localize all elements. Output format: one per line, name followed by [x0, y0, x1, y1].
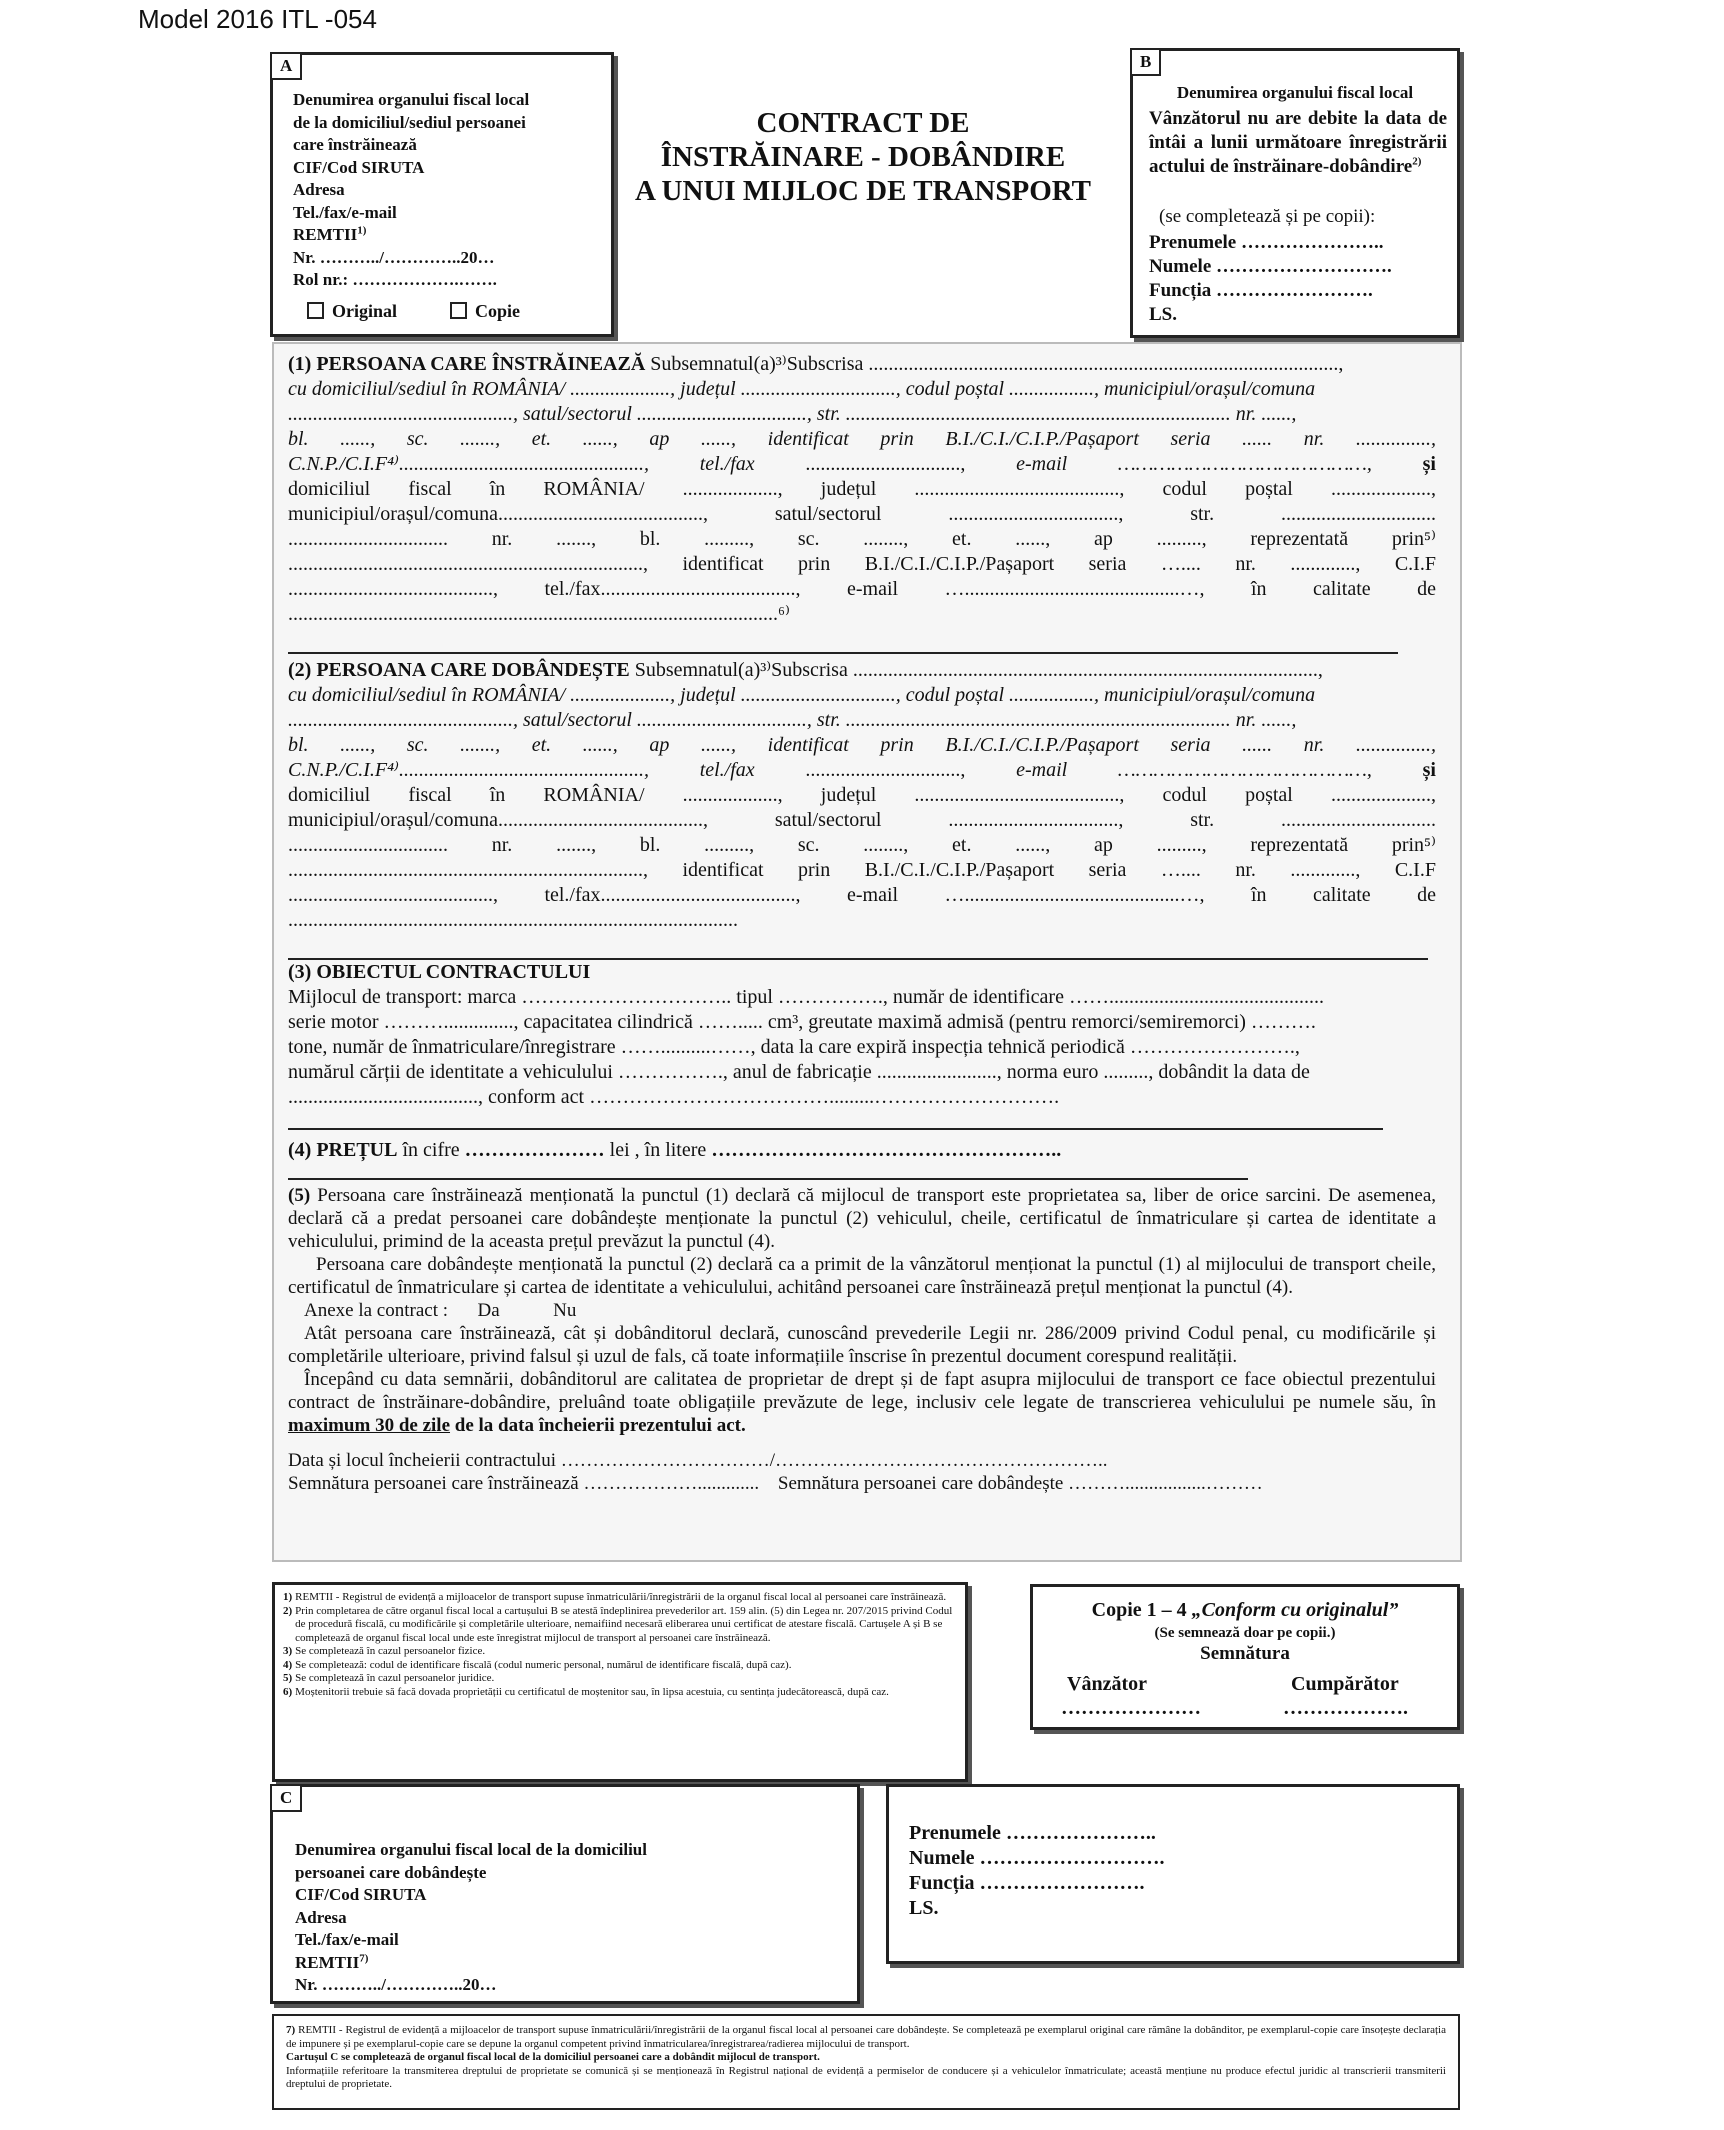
box-c-line: Adresa [295, 1907, 347, 1927]
field-label: județul [820, 478, 877, 500]
title-line: CONTRACT DE [756, 107, 970, 139]
field-dots: ..............................., [805, 759, 966, 781]
section-5-p1 [288, 1184, 1436, 1253]
field-label: municipiul/orașul/comuna........................................., [288, 503, 708, 525]
footnote [283, 1686, 959, 1700]
field-dots: ......, [1015, 834, 1051, 856]
field-dots: ........., [704, 834, 755, 856]
box-a [270, 52, 614, 337]
seller-label: Vânzător [1067, 1673, 1147, 1695]
field-label: seria [1170, 734, 1211, 756]
field-dots: ......, [1015, 528, 1051, 550]
field-dots: ...... [1242, 734, 1273, 756]
box-b-signature [1149, 231, 1392, 327]
field-dots: ......, [701, 734, 737, 756]
field-label: și [1422, 453, 1436, 475]
field-label: seria [1170, 428, 1211, 450]
box-c-signature-fields [909, 1821, 1165, 1921]
box-c-text [295, 1839, 647, 1997]
field-label: prin⁵⁾ [1391, 834, 1436, 856]
section-2-row [288, 883, 1436, 908]
field-label: identificat [767, 734, 849, 756]
ls-label: LS. [1149, 304, 1177, 325]
title-line: A UNUI MIJLOC DE TRANSPORT [634, 175, 1092, 207]
field-label: tel./fax [699, 453, 755, 475]
field-dots: ...................., [1330, 784, 1436, 806]
section-2-row: ............................................., satul/sectorul .................................., str. ............................................................................. nr. ......, [288, 709, 1297, 731]
box-c [270, 1784, 860, 2004]
prenumele-field: Prenumele ………………….. [1149, 232, 1384, 253]
field-label: seria [1088, 553, 1127, 575]
field-label: ap [1093, 528, 1113, 550]
box-c-line: persoanei care dobândește [295, 1862, 487, 1882]
section-1-row [288, 577, 1436, 602]
field-label: B.I./C.I./C.I.P./Pașaport [864, 859, 1055, 881]
field-dots: ...... [1242, 428, 1273, 450]
buyer-signature-field: Semnătura persoanei care dobândește ……….................……… [777, 1473, 1263, 1494]
field-dots: ........., [704, 528, 755, 550]
buyer-label: Cumpărător [1291, 1673, 1399, 1695]
field-dots: ......, [340, 734, 376, 756]
footnote-text: Moștenitorii trebuie să facă dovada proprietății cu certificatul de moștenitor sau, în lipsa acestuia, cu sentința judecătorească, după caz. [295, 1685, 889, 1698]
field-label: bl. [288, 428, 309, 450]
field-dots: ........, [863, 834, 909, 856]
footnote [283, 1645, 959, 1659]
copy-title-b: „Conform cu originalul” [1191, 1599, 1399, 1621]
footnote-7-line2: Cartușul C se completează de organul fiscal local de la domiciliul persoanei care a dobândit mijlocul de transport. [286, 2051, 820, 2063]
section-2-row [288, 783, 1436, 808]
buyer-signature-dots: ………………. [1283, 1697, 1408, 1719]
footnote-7 [286, 2024, 1446, 2092]
box-a-line: de la domiciliul/sediul persoanei [293, 112, 526, 132]
field-dots: ……………………………………, [1117, 453, 1372, 475]
copy-title [1033, 1599, 1457, 1622]
field-label: municipiul/orașul/comuna........................................., [288, 809, 708, 831]
field-dots: ................................ [288, 834, 448, 856]
field-label: bl. [639, 834, 661, 856]
footnote-7-line1 [286, 2024, 1446, 2051]
footnote-num: 6) [283, 1685, 293, 1698]
field-label: tel./fax......................................., [544, 578, 801, 600]
box-c-remtii [295, 1952, 647, 1975]
section-2-row [288, 758, 1436, 783]
footnote [283, 1605, 959, 1646]
field-label: ap [649, 734, 670, 756]
section-5-heading: (5) [288, 1185, 311, 1206]
section-2-row [288, 733, 1436, 758]
section-2-row [288, 858, 1436, 883]
field-label: identificat [682, 553, 764, 575]
field-dots: ........, [863, 528, 909, 550]
section-1-row [288, 552, 1436, 577]
copy-note: (Se semnează doar pe copii.) [1154, 1625, 1336, 1641]
numele-field: Numele ………………………. [1149, 256, 1392, 277]
box-b-note: (se completează și pe copii): [1159, 206, 1376, 227]
field-label: prin [798, 859, 831, 881]
date-place-field: Data și locul încheierii contractului ……………………………/…………………………………………….. [288, 1450, 1108, 1471]
footnote-text: REMTII - Registrul de evidență a mijloacelor de transport supuse înmatriculării/înregistrării de la organul fiscal local al persoanei care înstrăinează. [295, 1591, 947, 1603]
field-label: et. [952, 528, 972, 550]
footnote-num: 1) [283, 1591, 293, 1603]
field-dots: ......, [582, 428, 618, 450]
field-label: în [1250, 884, 1267, 906]
footnote-7-line3: Informațiile referitoare la transmiterea dreptului de proprietate se comunică și se menționează în Registrul național de evidență a permiselor de conducere și a vehiculelor înmatriculate; această mențiune nu produce efectul juridic al transcrierii transmiterii dreptului de proprietate. [286, 2064, 1446, 2090]
field-label: et. [952, 834, 972, 856]
box-a-line: care înstrăinează [293, 135, 417, 154]
field-dots: ........., [1156, 834, 1207, 856]
section-2-row: cu domiciliul/sediul în ROMÂNIA/ ...................., județul ..............................., codul poștal ................., municipiul/orașul/comuna [288, 684, 1316, 706]
price-digits-field: ………………… [464, 1139, 605, 1161]
anexe-label: Anexe la contract : [304, 1300, 449, 1321]
field-label: bl. [639, 528, 661, 550]
field-label: fiscal [408, 478, 452, 500]
footnote-ref: 2) [1412, 155, 1422, 168]
field-dots: ............................... [1280, 809, 1436, 831]
field-label: et. [531, 428, 552, 450]
field-label: satul/sectorul [774, 809, 882, 831]
section-4 [288, 1138, 1061, 1163]
section-1 [288, 352, 1436, 627]
copy-semnatura: Semnătura [1200, 1643, 1290, 1664]
field-dots: ........................................., [288, 884, 498, 906]
field-dots: ............., [1290, 553, 1361, 575]
field-label: de [1417, 578, 1436, 600]
box-a-text [293, 89, 529, 292]
field-dots: ........................................., [914, 478, 1125, 500]
field-label: nr. [1235, 553, 1256, 575]
field-dots: ......................................................................., [288, 859, 648, 881]
ls-label: LS. [909, 1897, 939, 1919]
footnote-text: Prin completarea de către organul fiscal local a cartușului B se atestă îndeplinirea prevederilor art. 159 alin. (5) din Legea nr. 207/2015 privind Codul de procedură fiscală, cu modificările și completările ulterioare, nemaifiind necesară eliberarea unui certificat de atestare fiscală. Cartușele A și B se completează de organul fiscal local unde este înregistrat mijlocul de transport al persoanei care înstrăinează. [295, 1604, 953, 1644]
footnote-text: Se completează în cazul persoanelor juridice. [295, 1672, 495, 1684]
original-label: Original [332, 301, 398, 321]
section-3 [288, 960, 1436, 1110]
footnote-num: 5) [283, 1672, 293, 1684]
box-a-line: CIF/Cod SIRUTA [293, 157, 425, 177]
section-1-row [288, 452, 1436, 477]
field-label: nr. [491, 834, 513, 856]
field-label: seria [1088, 859, 1127, 881]
field-label: C.N.P./C.I.F⁴⁾................................................., [288, 453, 649, 475]
field-dots: ............................... [1280, 503, 1436, 525]
section-5-p2: Persoana care dobândește menționată la punctul (2) declară ca a primit de la vânzătorul menționat la punctul (1) al mijlocului de transport cheile, certificatul de înmatriculare și cartea de identitate a vehiculului, achitând persoanei care înstrăinează prețul menționat la punctul (4). [288, 1254, 1436, 1298]
footnote [283, 1672, 959, 1686]
seller-signature-dots: ………………… [1061, 1697, 1201, 1719]
section-1-row: ..................................................................................................⁶⁾ [288, 603, 790, 625]
box-c-tag: C [270, 1784, 302, 1812]
field-label: sc. [797, 528, 820, 550]
field-dots: ……………………………………, [1117, 759, 1372, 781]
section-5-p4-end: de la data încheierii prezentului act. [454, 1415, 746, 1436]
field-label: județul [820, 784, 877, 806]
field-dots: ......., [460, 734, 501, 756]
copie-checkbox[interactable] [450, 302, 467, 319]
section-1-subsemnatul: Subsemnatul(a)³⁾Subscrisa .............................................................................................., [650, 353, 1344, 375]
field-label: e-mail [1016, 759, 1068, 781]
price-words-field: …………………………………………….. [711, 1139, 1062, 1161]
field-label: sc. [797, 834, 820, 856]
field-label: ROMÂNIA/ [543, 478, 645, 500]
section-2-row: .......................................................................................... [288, 909, 738, 931]
box-a-rol: Rol nr.: ……………….……. [293, 270, 497, 289]
field-label: et. [531, 734, 552, 756]
price-words-label: lei , în litere [609, 1139, 707, 1161]
field-dots: ..................., [682, 784, 783, 806]
section-5-p3: Atât persoana care înstrăinează, cât și dobânditorul declară, cunoscând prevederile Legii nr. 286/2009 privind Codul penal, cu modificările și completările ulterioare, privind falsul și uzul de fals, că toate informațiile înscrise în prezentul document corespund realității. [288, 1323, 1436, 1367]
box-c-line: CIF/Cod SIRUTA [295, 1885, 427, 1904]
functia-field: Funcția ……………………. [1149, 280, 1373, 301]
divider [288, 652, 1398, 654]
footnote-7-box [272, 2014, 1460, 2110]
box-c-line: Denumirea organului fiscal local de la domiciliul [295, 1840, 647, 1859]
field-label: nr. [1303, 734, 1325, 756]
field-dots: …...........................................…, [944, 884, 1205, 906]
field-label: identificat [682, 859, 764, 881]
functia-field: Funcția ……………………. [909, 1872, 1145, 1894]
box-b-tag: B [1130, 48, 1161, 76]
model-label: Model 2016 ITL -054 [138, 4, 377, 34]
field-dots: …...........................................…, [944, 578, 1205, 600]
section-1-row [288, 352, 1436, 377]
box-b-statement: Vânzătorul nu are debite la data de întâi a lunii următoare înregistrării actului de înstrăinare-dobândire [1149, 108, 1447, 177]
field-label: calitate [1312, 884, 1371, 906]
field-dots: ….... [1160, 553, 1201, 575]
section-4-heading: (4) PREȚUL [288, 1139, 398, 1161]
divider [288, 1178, 1248, 1180]
field-label: e-mail [846, 884, 899, 906]
remtii-label: REMTII [295, 1952, 360, 1972]
footnote-text: Se completează în cazul persoanelor fizice. [295, 1645, 486, 1657]
anexe-nu[interactable]: Nu [553, 1300, 577, 1321]
field-label: satul/sectorul [774, 503, 882, 525]
section-5-p4-text: Începând cu data semnării, dobânditorul are calitatea de proprietar de drept și de fapt asupra mijlocului de transport ce face obiectul prezentului contract de înstrăinare-dobândire, preluând toate obligațiile prevăzute de lege, inclusiv cele legate de transcrierea vehiculului pe numele său, în [288, 1369, 1436, 1413]
field-dots: ......, [340, 428, 376, 450]
field-dots: ….... [1160, 859, 1201, 881]
section-1-heading: (1) PERSOANA CARE ÎNSTRĂINEAZĂ [288, 353, 646, 375]
field-dots: ..............., [1355, 734, 1436, 756]
section-1-row: cu domiciliul/sediul în ROMÂNIA/ ...................., județul ..............................., codul poștal ................., municipiul/orașul/comuna [288, 378, 1316, 400]
section-1-row [288, 502, 1436, 527]
field-dots: ......., [460, 428, 501, 450]
field-dots: ......, [582, 734, 618, 756]
field-label: e-mail [1016, 453, 1068, 475]
price-digits-label: în cifre [402, 1139, 460, 1161]
section-2-heading: (2) PERSOANA CARE DOBÂNDEȘTE [288, 659, 630, 681]
numele-field: Numele ………………………. [909, 1847, 1165, 1869]
anexe-row [288, 1299, 1436, 1322]
field-label: bl. [288, 734, 309, 756]
field-label: prin [880, 428, 914, 450]
field-dots: ........................................., [288, 578, 498, 600]
field-label: nr. [491, 528, 513, 550]
section-2 [288, 658, 1436, 933]
field-label: B.I./C.I./C.I.P./Pașaport [945, 734, 1139, 756]
field-dots: ........., [1156, 528, 1207, 550]
box-c-line: Tel./fax/e-mail [295, 1930, 399, 1949]
field-label: ROMÂNIA/ [543, 784, 645, 806]
box-a-line: Adresa [293, 180, 345, 199]
footnote-ref: 1) [357, 224, 367, 237]
footnote-text: REMTII - Registrul de evidență a mijloacelor de transport supuse înmatriculării/înregistrării de la organul fiscal local al persoanei care dobândește. Se completează pe exemplarul original care rămâne la dobânditor, pe exemplarul-copie care însoțește declarația de impunere și pe exemplarul-copie care se depune la organul competent privind înmatricularea/înregistrarea/radierea mijlocului de transport. [286, 2024, 1446, 2050]
document-title [618, 106, 1108, 208]
field-dots: ......................................................................., [288, 553, 648, 575]
footnote-num: 4) [283, 1658, 293, 1671]
field-label: C.N.P./C.I.F⁴⁾................................................., [288, 759, 649, 781]
section-1-row [288, 477, 1436, 502]
footnote-text: Se completează: codul de identificare fiscală (codul numeric personal, numărul de identificare fiscală, după caz). [295, 1658, 792, 1671]
field-label: domiciliul [288, 784, 371, 806]
field-dots: ................................ [288, 528, 448, 550]
field-label: sc. [406, 734, 429, 756]
field-dots: ............., [1290, 859, 1361, 881]
field-label: prin⁵⁾ [1391, 528, 1436, 550]
footnote-num: 3) [283, 1645, 293, 1657]
field-label: în [489, 478, 506, 500]
field-dots: ......., [556, 834, 597, 856]
anexe-da[interactable]: Da [477, 1300, 500, 1321]
field-label: de [1417, 884, 1436, 906]
deadline-text: maximum 30 de zile [288, 1415, 451, 1436]
section-3-heading: (3) OBIECTUL CONTRACTULUI [288, 961, 591, 983]
field-label: codul [1162, 784, 1207, 806]
field-label: și [1422, 759, 1436, 781]
section-2-row [288, 833, 1436, 858]
box-a-remtii [293, 224, 529, 247]
copie-label: Copie [475, 301, 521, 321]
box-c-signature [886, 1784, 1460, 1964]
original-checkbox[interactable] [307, 302, 324, 319]
field-label: ap [1093, 834, 1113, 856]
field-label: fiscal [408, 784, 452, 806]
field-label: C.I.F [1394, 553, 1436, 575]
footnote [283, 1659, 959, 1673]
footnote [283, 1591, 959, 1605]
field-label: calitate [1312, 578, 1371, 600]
field-label: str. [1190, 809, 1215, 831]
section-1-row [288, 427, 1436, 452]
field-label: reprezentată [1250, 834, 1349, 856]
field-label: e-mail [846, 578, 899, 600]
field-label: în [489, 784, 506, 806]
divider [288, 1128, 1383, 1130]
field-label: str. [1190, 503, 1215, 525]
section-1-row [288, 527, 1436, 552]
box-b [1130, 48, 1460, 338]
field-dots: ..............................., [805, 453, 966, 475]
field-label: identificat [767, 428, 849, 450]
field-dots: ..................., [682, 478, 783, 500]
section-3-row: tone, număr de înmatriculare/înregistrare ……..........……, data la care expiră inspecția tehnică periodică ……………………., [288, 1036, 1300, 1058]
box-a-nr: Nr. ………../…………..20… [293, 247, 495, 267]
section-5 [288, 1184, 1436, 1495]
field-label: poștal [1245, 784, 1293, 806]
field-label: C.I.F [1394, 859, 1436, 881]
field-label: nr. [1235, 859, 1256, 881]
section-2-row [288, 658, 1436, 683]
section-1-row: ............................................., satul/sectorul .................................., str. ............................................................................. nr. ......, [288, 403, 1297, 425]
footnotes-box [272, 1582, 968, 1782]
section-2-subsemnatul: Subsemnatul(a)³⁾Subscrisa ............................................................................................., [634, 659, 1323, 681]
copy-title-a: Copie 1 – 4 [1091, 1599, 1187, 1621]
section-3-row: ......................................, conform act ……………………………….........………………………. [288, 1086, 1060, 1108]
seller-signature-field: Semnătura persoanei care înstrăinează ………………............. [288, 1473, 760, 1494]
box-b-text [1149, 107, 1447, 179]
footnote-ref: 7) [359, 1951, 369, 1964]
original-copie-row [307, 301, 520, 322]
title-line: ÎNSTRĂINARE - DOBÂNDIRE [660, 141, 1066, 173]
box-c-nr: Nr. ………../…………..20… [295, 1975, 497, 1994]
section-5-p4 [288, 1368, 1436, 1437]
field-dots: .................................., [948, 809, 1124, 831]
field-label: în [1250, 578, 1267, 600]
copy-box [1030, 1584, 1460, 1730]
field-dots: .................................., [948, 503, 1124, 525]
field-label: tel./fax [699, 759, 755, 781]
field-label: prin [880, 734, 914, 756]
field-dots: ..............., [1355, 428, 1436, 450]
box-a-line: Denumirea organului fiscal local [293, 90, 530, 109]
section-5-p1-text: Persoana care înstrăinează menționată la punctul (1) declară că mijlocul de transport este proprietatea sa, liber de orice sarcini. De asemenea, declară că a predat persoanei care dobândește menționate la punctul (2) vehiculul, cheile, certificatul de înmatriculare și cartea de identitate a vehiculului, primind de la aceasta prețul prevăzut la punctul (4). [288, 1185, 1437, 1252]
box-a-tag: A [270, 52, 302, 80]
field-label: prin [798, 553, 831, 575]
field-dots: ......., [556, 528, 597, 550]
field-dots: ...................., [1330, 478, 1436, 500]
box-a-line: Tel./fax/e-mail [293, 202, 397, 222]
footnote-num: 2) [283, 1604, 293, 1617]
field-label: domiciliul [288, 478, 371, 500]
field-dots: ........................................., [914, 784, 1125, 806]
field-label: B.I./C.I./C.I.P./Pașaport [945, 428, 1139, 450]
remtii-label: REMTII [293, 225, 358, 244]
section-3-row: Mijlocul de transport: marca ………………………….. tipul ……………., număr de identificare ……........................................... [288, 986, 1324, 1008]
box-b-header: Denumirea organului fiscal local [1176, 83, 1414, 102]
field-label: tel./fax......................................., [544, 884, 801, 906]
field-label: ap [649, 428, 670, 450]
footnotes-list [283, 1591, 959, 1699]
section-2-row [288, 808, 1436, 833]
prenumele-field: Prenumele ………………….. [909, 1822, 1156, 1844]
field-label: nr. [1303, 428, 1325, 450]
field-label: codul [1162, 478, 1207, 500]
signatures-row [288, 1472, 1436, 1495]
section-3-row: numărul cărții de identitate a vehiculului ……………., anul de fabricație ........................, norma euro ........., dobândit la data de [288, 1061, 1310, 1083]
field-label: reprezentată [1250, 528, 1349, 550]
field-label: B.I./C.I./C.I.P./Pașaport [864, 553, 1055, 575]
section-3-row: serie motor ……….............., capacitatea cilindrică ……..... cm³, greutate maximă admisă (pentru remorci/semiremorci) ………. [288, 1011, 1316, 1033]
footnote-num: 7) [286, 2024, 296, 2036]
field-dots: ......, [701, 428, 737, 450]
field-label: sc. [406, 428, 429, 450]
field-label: poștal [1245, 478, 1293, 500]
